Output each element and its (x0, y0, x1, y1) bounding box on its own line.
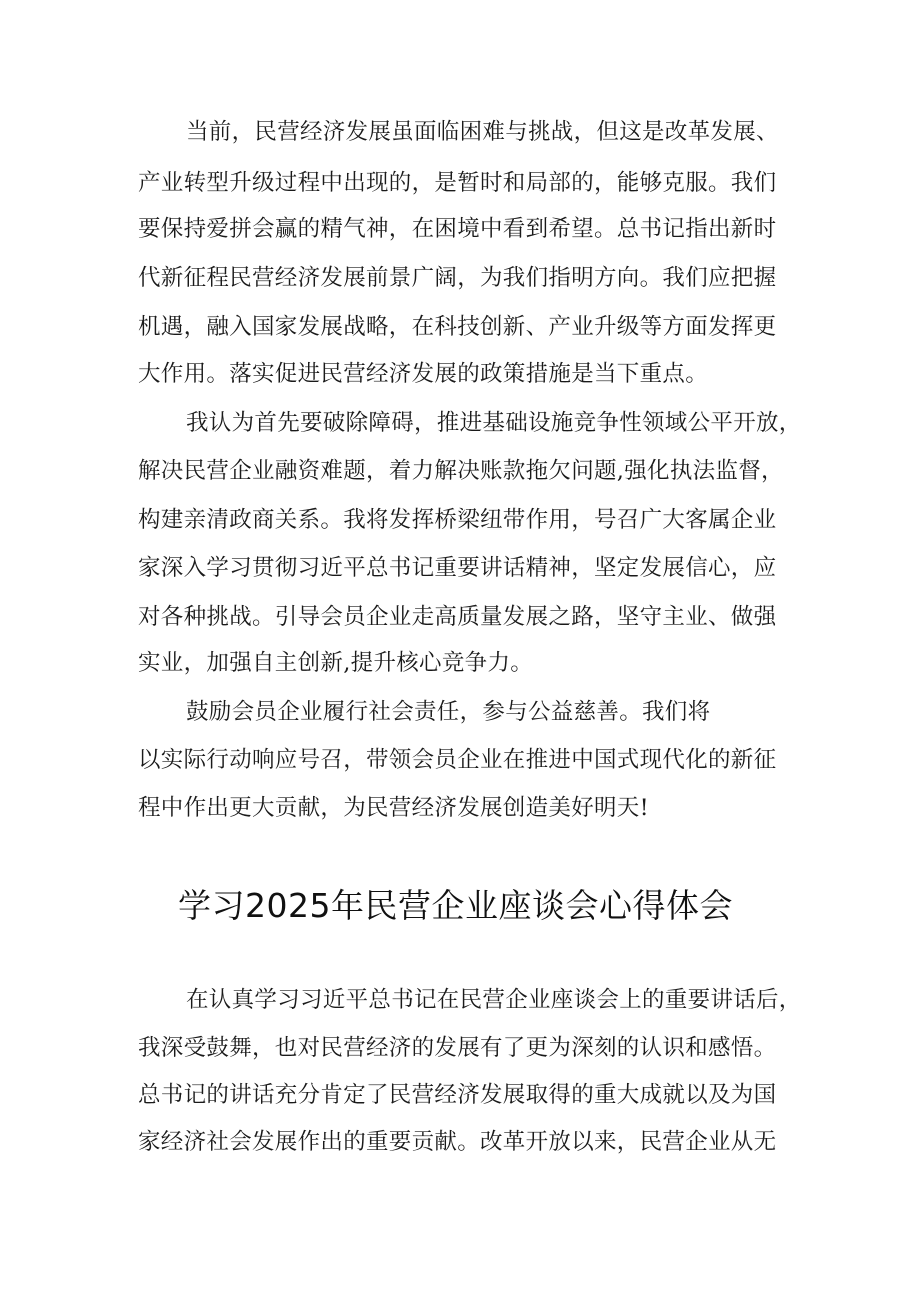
text-line: 要保持爱拼会赢的精气神，在困境中看到希望。总书记指出新时 (138, 216, 777, 242)
text-line: 程中作出更大贡献，为民营经济发展创造美好明天! (138, 795, 649, 821)
text-line: 对各种挑战。引导会员企业走高质量发展之路，坚守主业、做强 (138, 604, 777, 630)
text-line: 构建亲清政商关系。我将发挥桥梁纽带作用，号召广大客属企业 (138, 507, 777, 533)
text-line: 我认为首先要破除障碍，推进基础设施竞争性领域公平开放， (186, 410, 802, 436)
text-line: 在认真学习习近平总书记在民营企业座谈会上的重要讲话后， (186, 987, 802, 1013)
text-line: 以实际行动响应号召，带领会员企业在推进中国式现代化的新征 (138, 747, 777, 773)
text-line: 当前，民营经济发展虽面临困难与挑战，但这是改革发展、 (186, 119, 779, 145)
text-line: 代新征程民营经济发展前景广阔，为我们指明方向。我们应把握 (138, 265, 777, 291)
text-line: 产业转型升级过程中出现的，是暂时和局部的，能够克服。我们 (138, 170, 777, 196)
text-line: 机遇，融入国家发展战略，在科技创新、产业升级等方面发挥更 (138, 314, 777, 340)
text-line: 解决民营企业融资难题，着力解决账款拖欠问题,强化执法监督， (138, 458, 784, 484)
text-line: 大作用。落实促进民营经济发展的政策措施是当下重点。 (138, 361, 709, 387)
text-line: 家经济社会发展作出的重要贡献。改革开放以来，民营企业从无 (138, 1129, 777, 1155)
text-line: 家深入学习贯彻习近平总书记重要讲话精神，坚定发展信心，应 (138, 555, 777, 581)
text-line: 我深受鼓舞，也对民营经济的发展有了更为深刻的认识和感悟。 (138, 1035, 777, 1061)
text-line: 实业，加强自主创新,提升核心竞争力。 (138, 650, 534, 676)
section-title: 学习2025年民营企业座谈会心得体会 (178, 886, 733, 925)
text-line: 总书记的讲话充分肯定了民营经济发展取得的重大成就以及为国 (138, 1082, 777, 1108)
text-line: 鼓励会员企业履行社会责任，参与公益慈善。我们将 (186, 699, 711, 725)
